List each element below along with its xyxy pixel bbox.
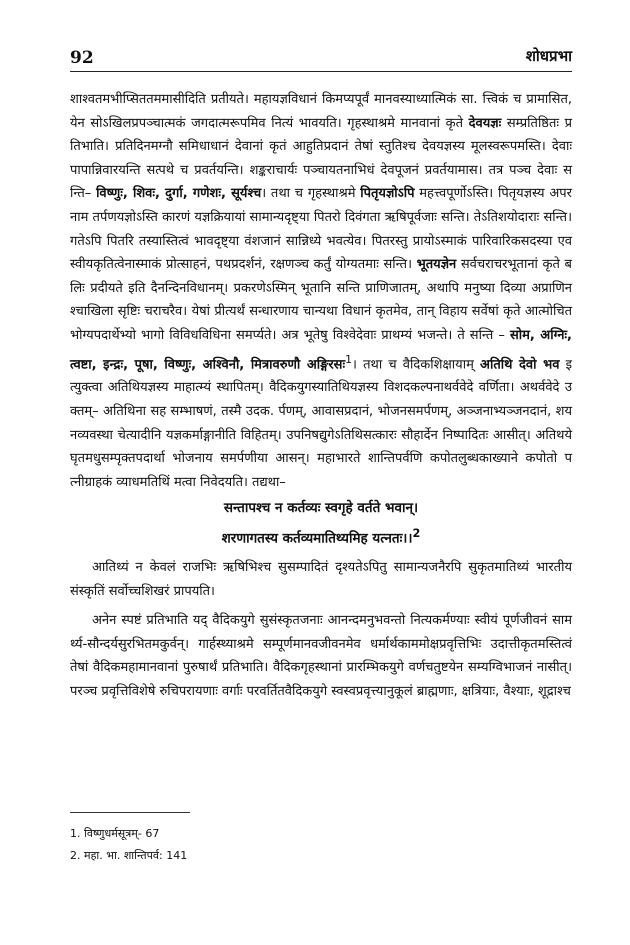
footnote-ref-1: 1: [345, 352, 352, 366]
term-vishvedeva-list: सोम, अग्निः, त्वष्टा, इन्द्रः, पूषा, विष्णुः, अश्विनौ, मित्रावरुणौ अङ्गिरसः: [70, 327, 572, 372]
running-title: शोधप्रभा: [525, 47, 572, 65]
footnote-ref-2: 2: [412, 527, 421, 541]
term-devayajna: देवयज्ञः: [468, 115, 502, 131]
footnotes: [70, 812, 572, 867]
term-five-deities: विष्णुः, शिवः, दुर्गा, गणेशः, सूर्यश्च: [96, 186, 262, 202]
paragraph-2: आतिथ्यं न केवलं राजभिः ऋषिभिश्च सुसम्पादितं दृश्यतेऽपितु सामान्यजनैरपि सुकृतमातिथ्यं भारतीयसंस्कृतिं सर्वोच्चशिखरं प्रापयति।: [70, 559, 572, 599]
term-atithi-devo-bhava: अतिथि देवो भव: [480, 356, 560, 372]
verse-line-1: सन्तापश्च न कर्तव्यः स्वगृहे वर्तते भवान्।: [223, 500, 419, 517]
body-text: [70, 88, 572, 703]
footnote-1: 1. विष्णुधर्मसूत्रम्- 67: [70, 827, 160, 840]
page-number: 92: [70, 48, 94, 68]
header-rule: [70, 71, 572, 72]
paragraph-3: अनेन स्पष्टं प्रतिभाति यद् वैदिकयुगे सुसंस्कृतजनाः आनन्दमनुभवन्तो नित्यकर्मण्याः स्वीयं पूर्णजीवनं सामर्थ्य-सौन्दर्यसुरभितमकुर्वन्। गार्हस्थ्याश्रमे सम्पूर्णमानवजीवनमेव धर्मार्थकाममोक्षप्रवृत्तिभिः उदात्तीकृतमस्तित्वं तेषां वैदिकमहामानवानां पुरुषार्थं प्रतिभाति। वैदिकगृहस्थानां प्रारम्भिकयुगे वर्णचतुष्टयेन सम्यग्विभाजनं नासीत्। परञ्च प्रवृत्तिविशेषे रुचिपरायणाः वर्गाः परवर्तितवैदिकयुगे स्वस्वप्रवृत्त्यानुकूलं ब्राह्मणाः, क्षत्रियाः, वैश्याः, शूद्राश्च: [70, 613, 572, 699]
term-pitriyajna: पितृयज्ञोऽपि: [360, 186, 415, 202]
verse-quote: [70, 496, 572, 552]
footnote-2: 2. महा. भा. शान्तिपर्व: 141: [70, 849, 188, 862]
page-header: [70, 38, 572, 72]
paragraph-1: शाश्वतमभीप्सिततममासीदिति प्रतीयते। महायज्ञविधानं किमप्यपूर्वं मानवस्याध्यात्मिकं सा. त्त्विकं च प्रामासित, येन सोऽखिलप्रपञ्चात्मकं जगदात्मरूपमिव नित्यं भावयति। गृहस्थाश्रमे मानवानां कृते देवयज्ञः सम्प्रतिष्ठितः प्रतिभाति। प्रतिदिनमग्नौ समिधाधानं देवानां कृतं आहुतिप्रदानं तेषां स्तुतिश्च देवयज्ञस्य मूलस्वरूपमस्ति। देवाः पापान्निवारयन्ति सत्पथे च प्रवर्तयन्ति। शङ्कराचार्यः पञ्चायतनाभिधं देवपूजनं प्रवर्तयामास। तत्र पञ्च देवाः सन्ति– विष्णुः, शिवः, दुर्गा, गणेशः, सूर्यश्च। तथा च गृहस्थाश्रमे पितृयज्ञोऽपि महत्त्वपूर्णोऽस्ति। पितृयज्ञस्य अपरनाम तर्पणयज्ञोऽस्ति कारणं यज्ञक्रियायां सामान्यदृष्ट्या पितरो दिवंगता ऋषिपूर्वजाः सन्ति। तेऽतिशयोदाराः सन्ति। गतेऽपि पितरि तस्यास्तित्वं भावदृष्ट्या वंशजानं सान्निध्ये भवत्येव। पितरस्तु प्रायोऽस्माकं पारिवारिकसदस्या एव स्वीयकृतित्वेनास्माकं प्रोत्साहनं, पथप्रदर्शनं, रक्षणञ्च कर्तुं योग्यतमाः सन्ति। भूतयज्ञेन सर्वचराचरभूतानां कृते बलिः प्रदीयते इति दैनन्दिनविधानम्। प्रकरणेऽस्मिन् भूतानि सन्ति प्राणिजातम्, अथापि मनुष्या दिव्या अप्राणिनश्चाखिला सृष्टिः चराचरैव। येषां प्रीत्यर्थं सन्धारणाय चान्यथा विधानं कृतमेव, तान् विहाय सर्वेषां कृते आत्मोचितभोग्यपदार्थेभ्यो भागो विविधविधिना समर्प्यते। अत्र भूतेषु विश्वेदेवाः प्राथम्यं भजन्ते। ते सन्ति – सोम, अग्निः, त्वष्टा, इन्द्रः, पूषा, विष्णुः, अश्विनौ, मित्रावरुणौ अङ्गिरसः$^1$। तथा च वैदिकशिक्षायाम् अतिथि देवो भव इत्युक्त्वा अतिथियज्ञस्य माहात्म्यं स्थापितम्। वैदिकयुगस्यातिथियज्ञस्य विशदकल्पनाथर्ववेदे वर्णिता। अथर्ववेदे उक्तम्– अतिथिना सह सम्भाषणं, तस्मै उदक. र्पणम्, आवासप्रदानं, भोजनसमर्पणम्, अञ्जनाभ्यञ्जनदानं, शयनव्यवस्था चेत्यादीनि यज्ञकर्माङ्गानीति विहितम्। उपनिषद्युगेऽतिथिसत्कारः सौहार्देन निष्पादितः आसीत्। अतिथये घृतमधुसम्पृक्तपदार्था भोजनाय समर्पणीया आसन्। महाभारते शान्तिपर्वणि कपोतलुब्धकाख्याने कपोतो पत्नीग्राहकं व्याधमतिथिं मत्वा निवेदयति। तद्यथा–: [70, 92, 573, 490]
term-bhutayajna: भूतयज्ञेन: [416, 257, 457, 273]
verse-line-2: शरणागतस्य कर्तव्यमातिथ्यमिह यत्नतः।।$^2$: [221, 527, 421, 547]
footnote-rule: [70, 812, 190, 813]
